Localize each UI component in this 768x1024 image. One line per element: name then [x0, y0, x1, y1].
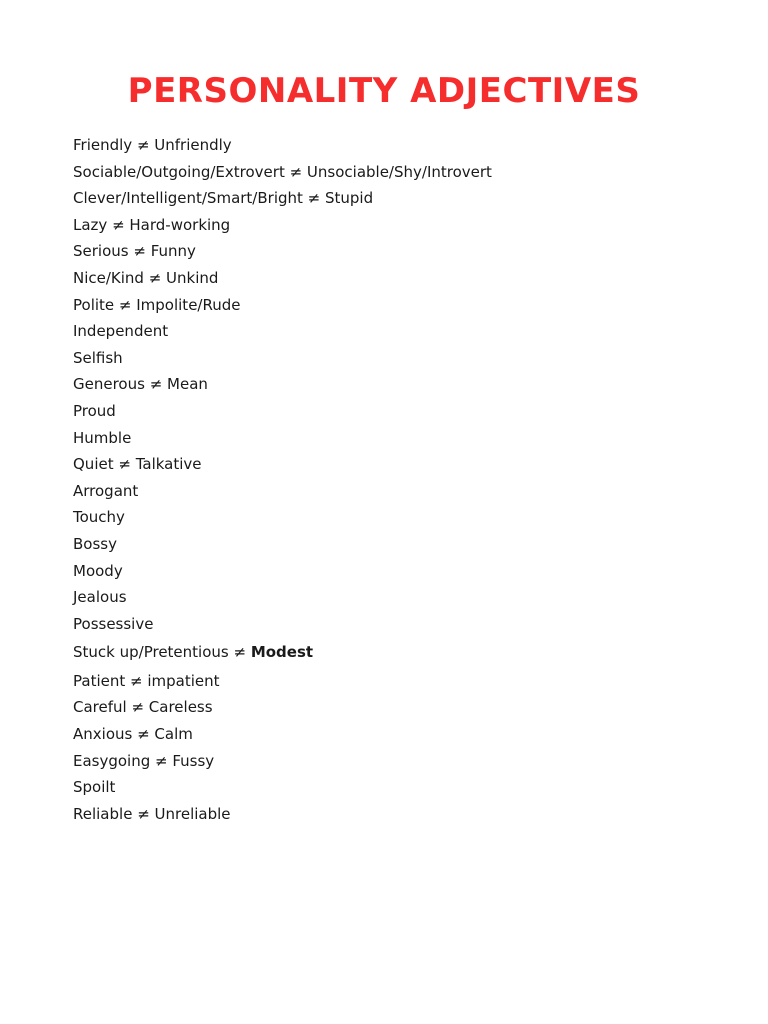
list-item: Possessive: [73, 614, 154, 633]
list-item: Serious ≠ Funny: [73, 242, 196, 261]
list-item: Quiet ≠ Talkative: [73, 455, 202, 474]
list-item: Touchy: [73, 508, 125, 527]
list-item: Selfish: [73, 348, 123, 367]
list-item-text: Stuck up/Pretentious ≠: [73, 643, 251, 662]
list-item: Patient ≠ impatient: [73, 671, 220, 690]
list-item: Polite ≠ Impolite/Rude: [73, 295, 241, 314]
list-item: Easygoing ≠ Fussy: [73, 751, 215, 770]
list-item: Sociable/Outgoing/Extrovert ≠ Unsociable/Shy/Introvert: [73, 162, 492, 181]
list-item: Moody: [73, 561, 123, 580]
adjective-list: [73, 132, 492, 827]
list-item: Humble: [73, 428, 132, 447]
list-item: Lazy ≠ Hard-working: [73, 215, 231, 234]
list-item-stuck-up: [73, 639, 492, 666]
list-item: Careful ≠ Careless: [73, 698, 213, 717]
list-item: Bossy: [73, 534, 117, 553]
list-item: Reliable ≠ Unreliable: [73, 804, 231, 823]
list-item: Proud: [73, 401, 116, 420]
list-item: Clever/Intelligent/Smart/Bright ≠ Stupid: [73, 189, 374, 208]
list-item: Independent: [73, 322, 169, 341]
list-item: Generous ≠ Mean: [73, 375, 208, 394]
list-item: Friendly ≠ Unfriendly: [73, 136, 232, 154]
list-item: Arrogant: [73, 481, 139, 500]
list-item: Jealous: [73, 588, 127, 607]
list-item: Spoilt: [73, 778, 116, 797]
list-item-bold-word: Modest: [250, 643, 314, 662]
list-item: Anxious ≠ Calm: [73, 725, 193, 744]
page-title: PERSONALITY ADJECTIVES: [127, 71, 641, 111]
list-item: Nice/Kind ≠ Unkind: [73, 268, 219, 287]
